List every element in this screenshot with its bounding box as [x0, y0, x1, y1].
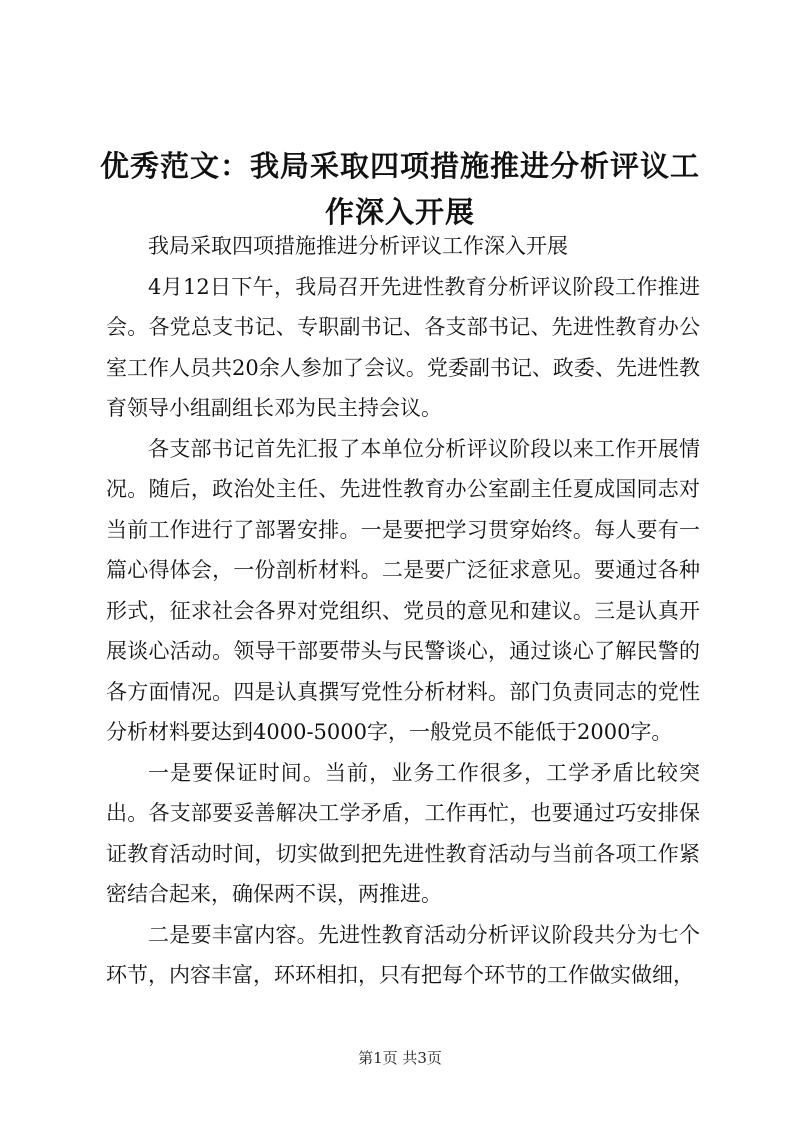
document-title: 优秀范文：我局采取四项措施推进分析评议工作深入开展 [100, 149, 701, 229]
document-body [106, 226, 700, 996]
paragraph-measure-content: 二是要丰富内容。先进性教育活动分析评议阶段共分为七个环节，内容丰富，环环相扣，只有把每个环节的工作做实做细， [106, 922, 700, 987]
paragraph-measure-time: 一是要保证时间。当前，业务工作很多，工学矛盾比较突出。各支部要妥善解决工学矛盾，工作再忙，也要通过巧安排保证教育活动时间，切实做到把先进性教育活动与当前各项工作紧密结合起来，确保两不误，两推进。 [106, 760, 700, 906]
paragraph-subtitle: 我局采取四项措施推进分析评议工作深入开展 [148, 234, 568, 258]
paragraph-meeting: 4月12日下午，我局召开先进性教育分析评议阶段工作推进会。各党总支书记、专职副书记、各支部书记、先进性教育办公室工作人员共20余人参加了会议。党委副书记、政委、先进性教育领导小组副组长邓为民主持会议。 [106, 274, 700, 420]
page-number-footer: 第1页 共3页 [358, 1049, 442, 1067]
paragraph-arrangements: 各支部书记首先汇报了本单位分析评议阶段以来工作开展情况。随后，政治处主任、先进性教育办公室副主任夏成国同志对当前工作进行了部署安排。一是要把学习贯穿始终。每人要有一篇心得体会，一份剖析材料。二是要广泛征求意见。要通过各种形式，征求社会各界对党组织、党员的意见和建议。三是认真开展谈心活动。领导干部要带头与民警谈心，通过谈心了解民警的各方面情况。四是认真撰写党性分析材料。部门负责同志的党性分析材料要达到4000-5000字，一般党员不能低于2000字。 [106, 436, 700, 744]
